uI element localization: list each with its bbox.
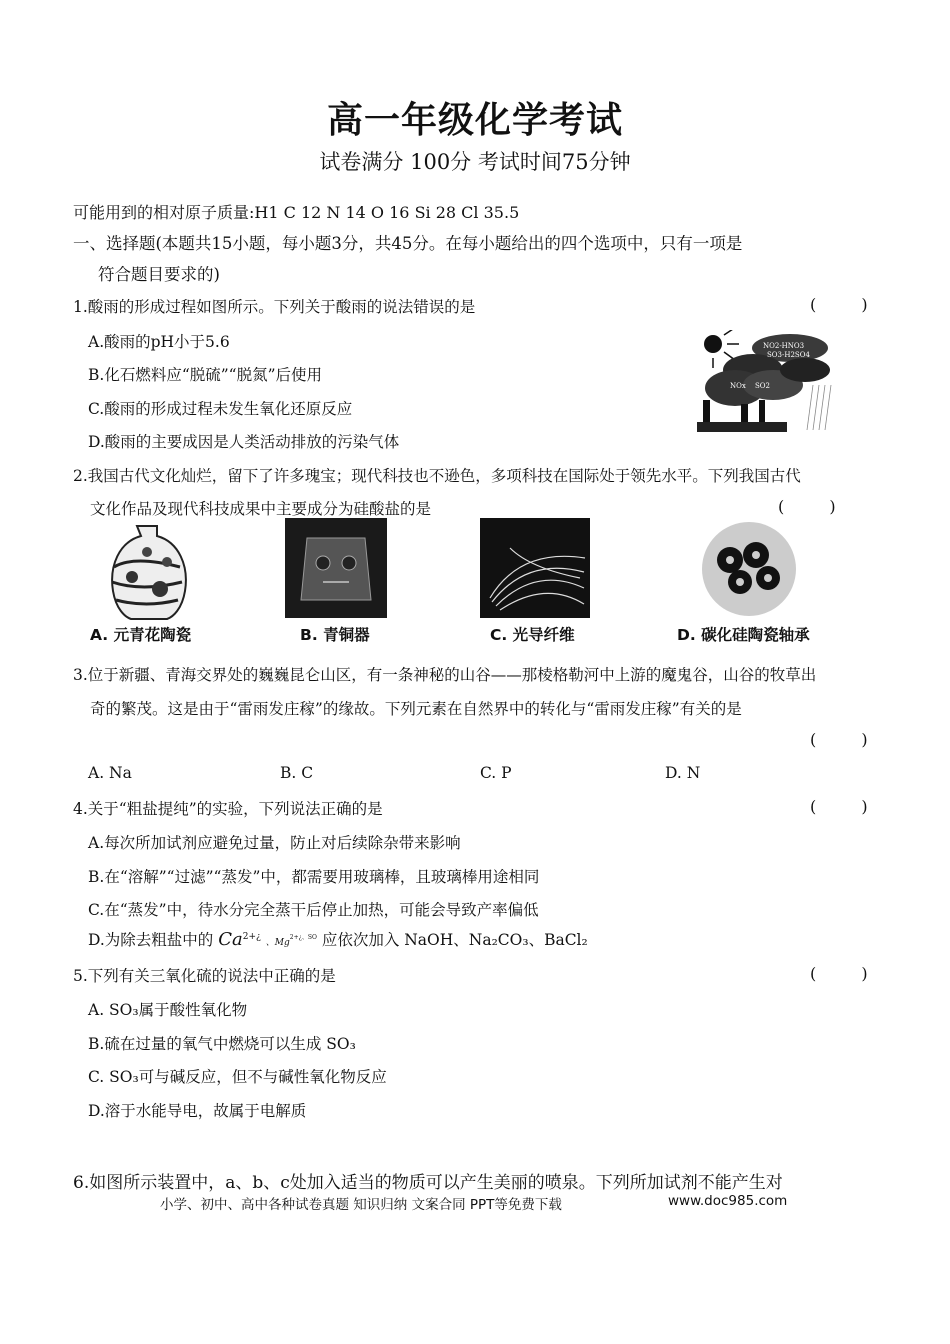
q4-option-d-suffix: 应依次加入 NaOH、Na₂CO₃、BaCl₂ (321, 931, 588, 949)
q1-stem: 1.酸雨的形成过程如图所示。下列关于酸雨的说法错误的是 (73, 298, 476, 316)
q1-answer-bracket: ( ) (810, 295, 888, 314)
q1-option-b: B.化石燃料应“脱硫”“脱氮”后使用 (88, 366, 323, 384)
q4-option-a: A.每次所加试剂应避免过量，防止对后续除杂带来影响 (88, 834, 461, 852)
q5-answer-bracket: ( ) (810, 964, 888, 983)
q4-stem: 4.关于“粗盐提纯”的实验，下列说法正确的是 (73, 800, 383, 818)
q2-caption-c: C. 光导纤维 (490, 626, 575, 644)
q4-option-d (88, 928, 588, 950)
q2-caption-b: B. 青铜器 (300, 626, 370, 644)
q5-option-a: A. SO₃属于酸性氧化物 (88, 1001, 248, 1019)
q4-ion-rest: 、Mg (265, 938, 290, 948)
section-heading-cont: 符合题目要求的) (98, 265, 220, 284)
q3-option-b: B. C (280, 764, 314, 782)
q4-option-d-prefix: D.为除去粗盐中的 (88, 931, 214, 949)
q5-stem: 5.下列有关三氧化硫的说法中正确的是 (73, 967, 336, 985)
q5-option-b: B.硫在过量的氧气中燃烧可以生成 SO₃ (88, 1035, 356, 1053)
optical-fiber-image (480, 518, 590, 618)
sic-bearing-image (698, 520, 800, 618)
q2-answer-bracket: ( ) (778, 497, 856, 516)
q4-ion-rest-charge: 2+¿、SO (289, 933, 317, 941)
porcelain-vase-image (102, 522, 192, 622)
fig-label-1: NO2-HNO3 (763, 342, 805, 350)
section-heading: 一、选择题(本题共15小题，每小题3分，共45分。在每小题给出的四个选项中，只有一项是 (73, 234, 743, 253)
q3-answer-bracket: ( ) (810, 730, 888, 749)
q4-option-b: B.在“溶解”“过滤”“蒸发”中，都需要用玻璃棒，且玻璃棒用途相同 (88, 868, 540, 886)
q2-stem-line2: 文化作品及现代科技成果中主要成分为硅酸盐的是 (90, 500, 432, 518)
fig-label-3: NOx (730, 382, 746, 390)
q5-option-d: D.溶于水能导电，故属于电解质 (88, 1102, 307, 1120)
q4-option-c: C.在“蒸发”中，待水分完全蒸干后停止加热，可能会导致产率偏低 (88, 901, 539, 919)
q2-caption-d: D. 碳化硅陶瓷轴承 (677, 626, 810, 644)
q2-caption-a: A. 元青花陶瓷 (90, 626, 192, 644)
q1-option-c: C.酸雨的形成过程未发生氧化还原反应 (88, 400, 353, 418)
q1-option-a: A.酸雨的pH小于5.6 (88, 333, 230, 351)
q4-ion-ca: Ca (218, 929, 243, 950)
q3-option-d: D. N (665, 764, 701, 782)
q6-stem: 6.如图所示装置中，a、b、c处加入适当的物质可以产生美丽的喷泉。下列所加试剂不能产生对 (73, 1173, 783, 1193)
exam-info: 试卷满分 100分 考试时间75分钟 (319, 150, 631, 174)
q3-option-a: A. Na (88, 764, 132, 782)
q4-answer-bracket: ( ) (810, 797, 888, 816)
fig-label-2: SO3-H2SO4 (767, 351, 810, 359)
footer-text: 小学、初中、高中各种试卷真题 知识归纳 文案合同 PPT等免费下载 (160, 1197, 562, 1213)
page-title: 高一年级化学考试 (326, 99, 623, 141)
acid-rain-figure (695, 330, 840, 435)
q4-ion-ca-charge: 2+¿ (242, 931, 261, 942)
q3-stem-line1: 3.位于新疆、青海交界处的巍巍昆仑山区，有一条神秘的山谷——那棱格勒河中上游的魔鬼谷，山谷的牧草出 (73, 666, 817, 684)
q1-option-d: D.酸雨的主要成因是人类活动排放的污染气体 (88, 433, 400, 451)
fig-label-4: SO2 (755, 382, 770, 390)
footer-site-link[interactable]: www.doc985.com (668, 1193, 788, 1209)
q3-option-c: C. P (480, 764, 512, 782)
atomic-mass-note: 可能用到的相对原子质量:H1 C 12 N 14 O 16 Si 28 Cl 35.5 (73, 203, 520, 222)
bronze-ware-image (285, 518, 387, 618)
q2-stem-line1: 2.我国古代文化灿烂，留下了许多瑰宝；现代科技也不逊色，多项科技在国际处于领先水平。下列我国古代 (73, 467, 801, 485)
q5-option-c: C. SO₃可与碱反应，但不与碱性氧化物反应 (88, 1068, 387, 1086)
q3-stem-line2: 奇的繁茂。这是由于“雷雨发庄稼”的缘故。下列元素在自然界中的转化与“雷雨发庄稼”有关的是 (90, 700, 742, 718)
